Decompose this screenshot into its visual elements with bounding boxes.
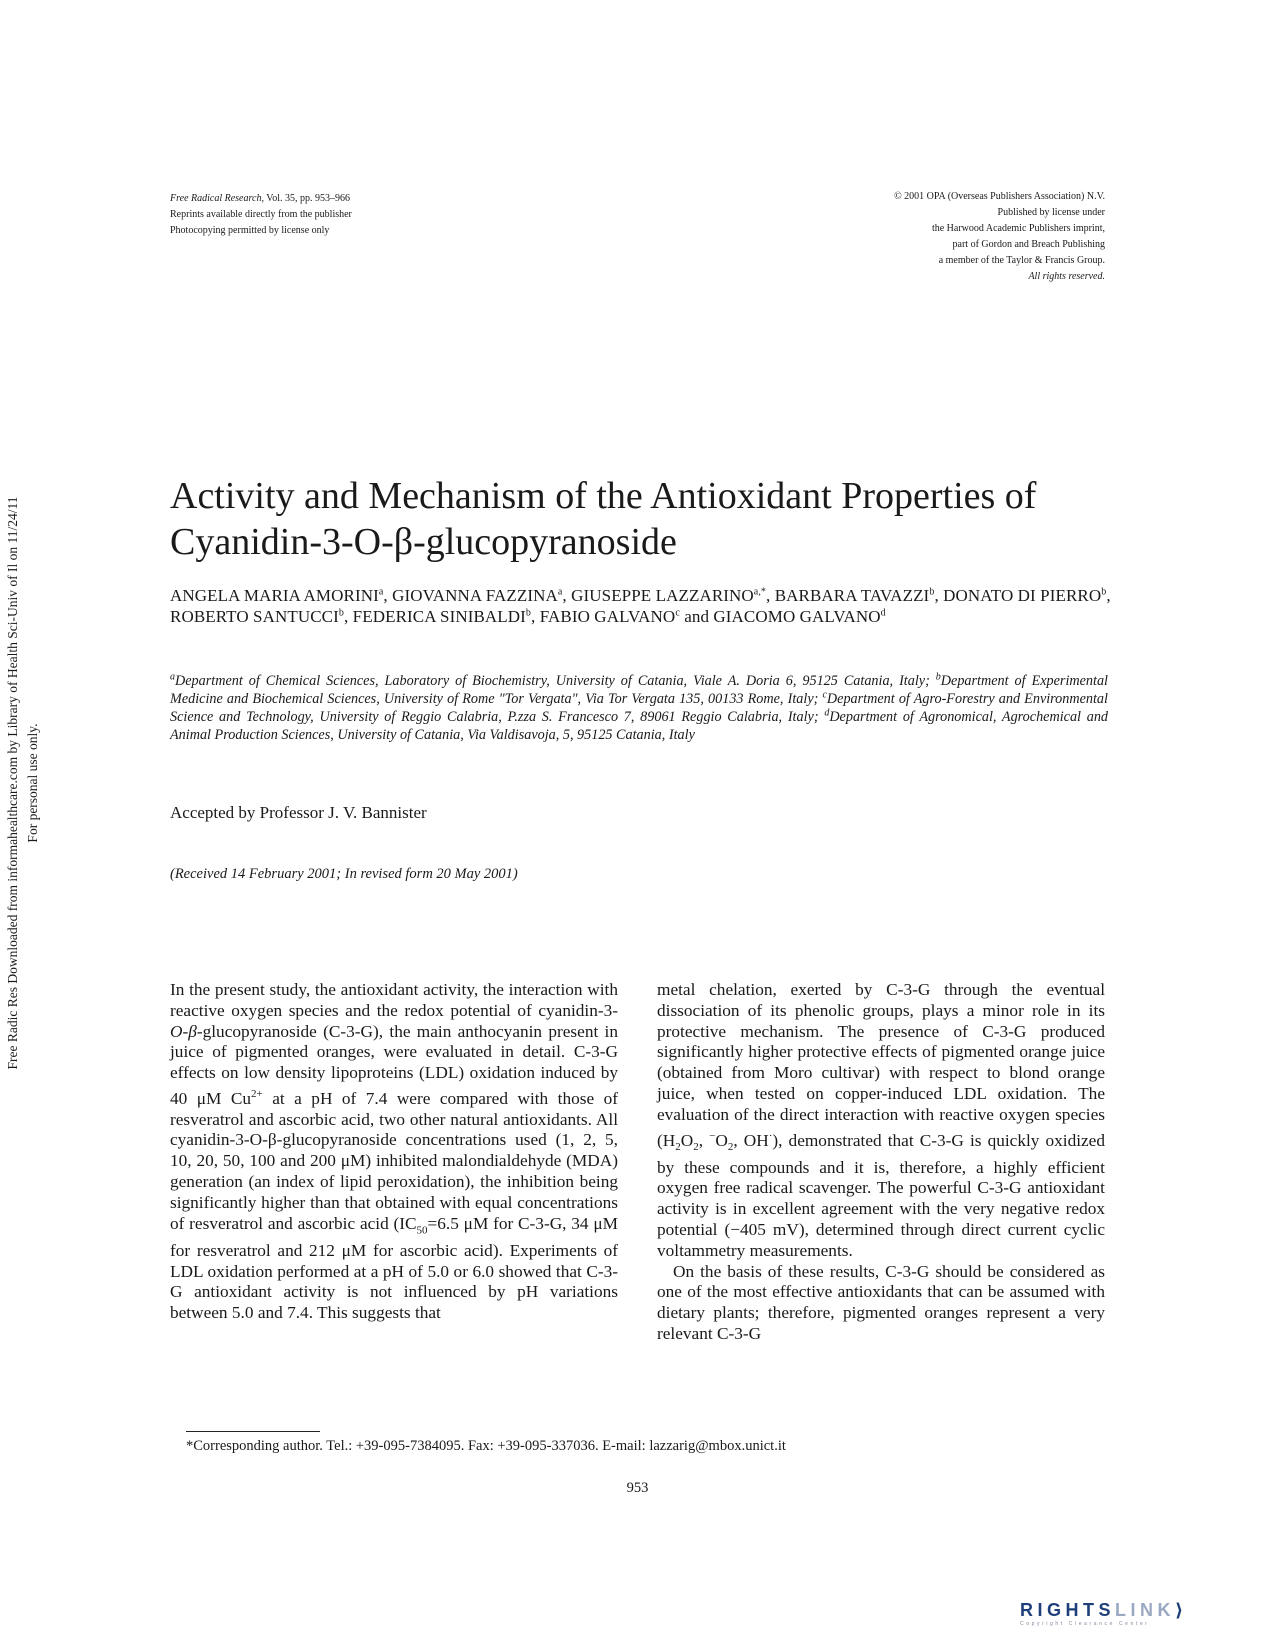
watermark-line-1: Free Radic Res Downloaded from informahealthcare.com by Library of Health Sci-Univ of Il on 11/24/11 — [5, 496, 20, 1070]
author: , FEDERICA SINIBALDI — [343, 607, 526, 626]
author: , GIOVANNA FAZZINA — [383, 586, 558, 605]
author: , FABIO GALVANO — [531, 607, 676, 626]
photocopy-note: Photocopying permitted by license only — [170, 225, 330, 236]
affil-mark: a,* — [753, 586, 767, 598]
corresponding-author-footnote: *Corresponding author. Tel.: +39-095-7384095. Fax: +39-095-337036. E-mail: lazzarig@mbox.unict.it — [186, 1438, 786, 1454]
affiliation-text: Department of Experimental Medicine and Biochemical Sciences, University of Rome "Tor Vergata", Via Tor Vergata 135, 00133 Rome, Italy; — [170, 673, 1108, 707]
affil-mark: a — [557, 586, 563, 598]
footnote-rule — [186, 1431, 320, 1432]
affil-mark: a — [378, 586, 384, 598]
paper-title — [170, 473, 1130, 565]
download-watermark — [3, 383, 43, 1183]
affil-mark: d — [824, 707, 830, 719]
chevron-icon: ⟩ — [1175, 1600, 1188, 1620]
rightslink-tagline: Copyright Clearance Center — [1020, 1621, 1150, 1627]
rightslink-wordmark: RIGHTSLINK⟩ — [1020, 1600, 1188, 1620]
affil-mark: c — [822, 689, 827, 701]
abstract-left-column — [170, 980, 618, 1324]
affiliations — [170, 672, 1108, 744]
journal-name: Free Radical Research, — [170, 193, 264, 204]
affil-mark: c — [675, 607, 680, 619]
rightslink-logo[interactable] — [1020, 1600, 1255, 1636]
title-line-1: Activity and Mechanism of the Antioxidant Properties of — [170, 475, 1037, 517]
reprints-note: Reprints available directly from the publisher — [170, 209, 352, 220]
affiliation-text: Department of Agro-Forestry and Environmental Science and Technology, University of Reggio Calabria, P.zza S. Francesco 7, 89061 Reggio Calabria, Italy; — [170, 691, 1108, 725]
affil-mark: a — [170, 671, 175, 683]
copyright-line: Published by license under — [997, 207, 1105, 218]
author-list — [170, 585, 1120, 627]
title-line-2: Cyanidin-3-O-β-glucopyranoside — [170, 521, 677, 563]
affil-mark: b — [525, 607, 532, 619]
author: , ROBERTO SANTUCCI — [170, 586, 1111, 626]
abstract-paragraph: In the present study, the antioxidant activity, the interaction with reactive oxygen species and the redox potential of cyanidin-3-O-β-glucopyranoside (C-3-G), the main anthocyanin present in juice of pigmented oranges, were evaluated in detail. C-3-G effects on low density lipoproteins (LDL) oxidation induced by 40 μM $Cu^{2+}$ at a pH of 7.4 were compared with those of resveratrol and ascorbic acid, two other natural antioxidants. All cyanidin-3-O-β-glucopyranoside concentrations used (1, 2, 5, 10, 20, 50, 100 and 200 μM) inhibited malondialdehyde (MDA) generation (an index of lipid peroxidation), the inhibition being significantly higher than that obtained with equal concentrations of resveratrol and ascorbic acid ($IC_{50}=6.5$ μM for C-3-G, 34 μM for resveratrol and 212 μM for ascorbic acid). Experiments of LDL oxidation performed at a pH of 5.0 or 6.0 showed that C-3-G antioxidant activity is not influenced by pH variations between 5.0 and 7.4. This suggests that — [170, 980, 618, 1323]
watermark-line-2: For personal use only. — [25, 723, 40, 843]
author: , GIUSEPPE LAZZARINO — [562, 586, 754, 605]
affiliation-text: Department of Agronomical, Agrochemical and Animal Production Sciences, University of Catania, Via Valdisavoja, 5, 95125 Catania, Italy — [170, 709, 1109, 743]
affil-mark: b — [1101, 586, 1107, 598]
received-dates: (Received 14 February 2001; In revised form 20 May 2001) — [170, 866, 518, 882]
copyright-line: All rights reserved. — [1028, 271, 1105, 282]
author: , DONATO DI PIERRO — [934, 586, 1102, 605]
affil-mark: b — [935, 671, 941, 683]
copyright-line: © 2001 OPA (Overseas Publishers Association) N.V. — [894, 191, 1105, 202]
journal-info — [170, 191, 470, 239]
author: ANGELA MARIA AMORINI — [170, 586, 379, 605]
page-number: 953 — [626, 1480, 649, 1496]
abstract-right-column — [657, 980, 1105, 1345]
copyright-line: the Harwood Academic Publishers imprint, — [931, 223, 1105, 234]
author: and GIACOMO GALVANO — [679, 607, 881, 626]
copyright-line: a member of the Taylor & Francis Group. — [938, 255, 1105, 266]
affiliation-text: Department of Chemical Sciences, Laboratory of Biochemistry, University of Catania, Viale A. Doria 6, 95125 Catania, Italy; — [175, 673, 936, 689]
author: , BARBARA TAVAZZI — [766, 586, 930, 605]
accepted-by: Accepted by Professor J. V. Bannister — [170, 803, 427, 822]
copyright-line: part of Gordon and Breach Publishing — [952, 239, 1105, 250]
journal-volume: Vol. 35, pp. 953–966 — [263, 193, 350, 204]
affil-mark: d — [880, 607, 886, 619]
affil-mark: b — [929, 586, 935, 598]
abstract-paragraph: On the basis of these results, C-3-G should be considered as one of the most effective antioxidants that can be assumed with dietary plants; therefore, pigmented oranges represent a very relevant C-3-G — [657, 1261, 1105, 1343]
copyright-info — [780, 189, 1105, 285]
abstract-paragraph: metal chelation, exerted by C-3-G through the eventual dissociation of its phenolic groups, plays a minor role in its protective mechanism. The presence of C-3-G produced significantly higher protective effects of pigmented orange juice (obtained from Moro cultivar) with respect to blond orange juice, when tested on copper-induced LDL oxidation. The evaluation of the direct interaction with reactive oxygen species ($H_2O_2$, $^-O_2$, OH·), demonstrated that C-3-G is quickly oxidized by these compounds and it is, therefore, a highly efficient oxygen free radical scavenger. The powerful C-3-G antioxidant activity is in excellent agreement with the very negative redox potential (−405 mV), determined through direct current cyclic voltammetry measurements. — [657, 980, 1105, 1260]
affil-mark: b — [338, 607, 344, 619]
